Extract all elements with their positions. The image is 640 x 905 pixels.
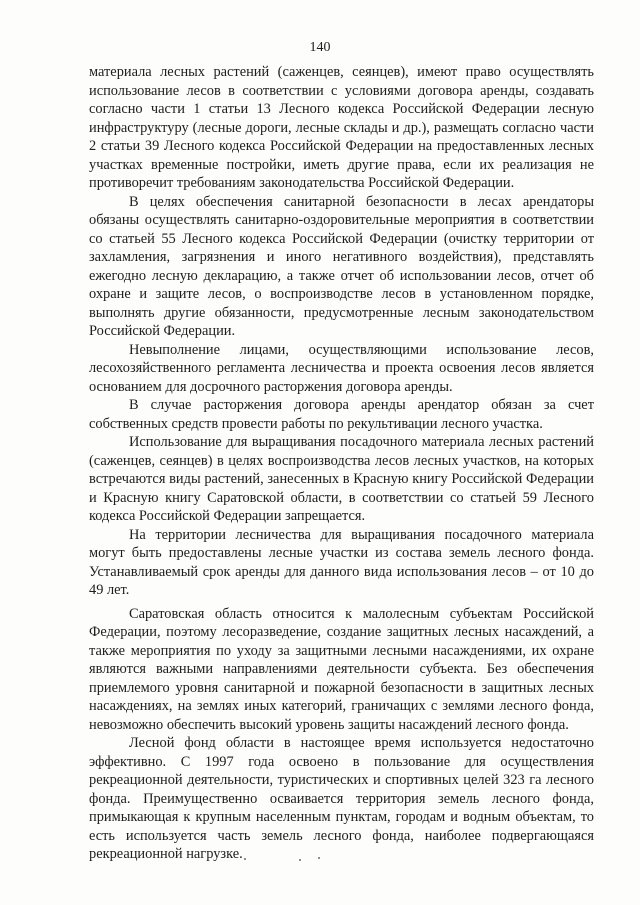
paragraph: В целях обеспечения санитарной безопасности в лесах арендаторы обязаны осуществлять санитарно-оздоровительные мероприятия в соответствии со статьей 55 Лесного кодекса Российской Федерации (очистку территории от захламления, загрязнения и иного негативного воздействия), представлять ежегодно лесную декларацию, а также отчет об использовании лесов, отчет об охране и защите лесов, о воспроизводстве лесов в установленном порядке, выполнять другие обязанности, предусмотренные лесным законодательством Российской Федерации. — [89, 193, 594, 339]
paragraph: На территории лесничества для выращивания посадочного материала могут быть предоставлены лесные участки из состава земель лесного фонда. Устанавливаемый срок аренды для данного вида использования лесов – от 10 до 49 лет. — [89, 526, 594, 598]
paragraph: В случае расторжения договора аренды арендатор обязан за счет собственных средств провести работы по рекультивации лесного участка. — [89, 397, 594, 432]
paragraph: Лесной фонд области в настоящее время используется недостаточно эффективно. С 1997 года освоено в пользование для осуществления рекреационной деятельности, туристических и спортивных целей 323 га лесного фонда. Преимущественно осваивается территория земель лесного фонда, примыкающая к крупным населенным пунктам, городам и водным объектам, то есть используется часть земель лесного фонда, наиболее подвергающаяся рекреационной нагрузке. — [89, 735, 594, 862]
paragraph: Саратовская область относится к малолесным субъектам Российской Федерации, поэтому лесоразведение, создание защитных лесных насаждений, а также мероприятия по уходу за защитными лесными насаждениями, их охране являются важными направлениями деятельности субъекта. Без обеспечения приемлемого уровня санитарной и пожарной безопасности в защитных лесных насаждениях, на землях иных категорий, граничащих с землями лесного фонда, невозможно обеспечить высокий уровень защиты насаждений лесного фонда. — [89, 605, 594, 733]
document-body — [89, 63, 594, 864]
paragraph: Использование для выращивания посадочного материала лесных растений (саженцев, сеянцев) в целях воспроизводства лесов лесных участков, на которых встречаются виды растений, занесенных в Красную книгу Российской Федерации и Красную книгу Саратовской области, в соответствии со статьей 59 Лесного кодекса Российской Федерации запрещается. — [89, 434, 594, 524]
paragraph: Невыполнение лицами, осуществляющими использование лесов, лесохозяйственного регламента лесничества и проекта освоения лесов является основанием для досрочного расторжения договора аренды. — [89, 341, 594, 395]
paragraph: материала лесных растений (саженцев, сеянцев), имеют право осуществлять использование лесов в соответствии с условиями договора аренды, создавать согласно части 1 статьи 13 Лесного кодекса Российской Федерации лесную инфраструктуру (лесные дороги, лесные склады и др.), размещать согласно части 2 статьи 39 Лесного кодекса Российской Федерации на предоставленных лесных участках временные постройки, иметь другие права, если их реализация не противоречит требованиям законодательства Российской Федерации. — [89, 64, 594, 191]
scan-artifact-dots — [0, 857, 640, 863]
page-number: 140 — [309, 40, 331, 55]
